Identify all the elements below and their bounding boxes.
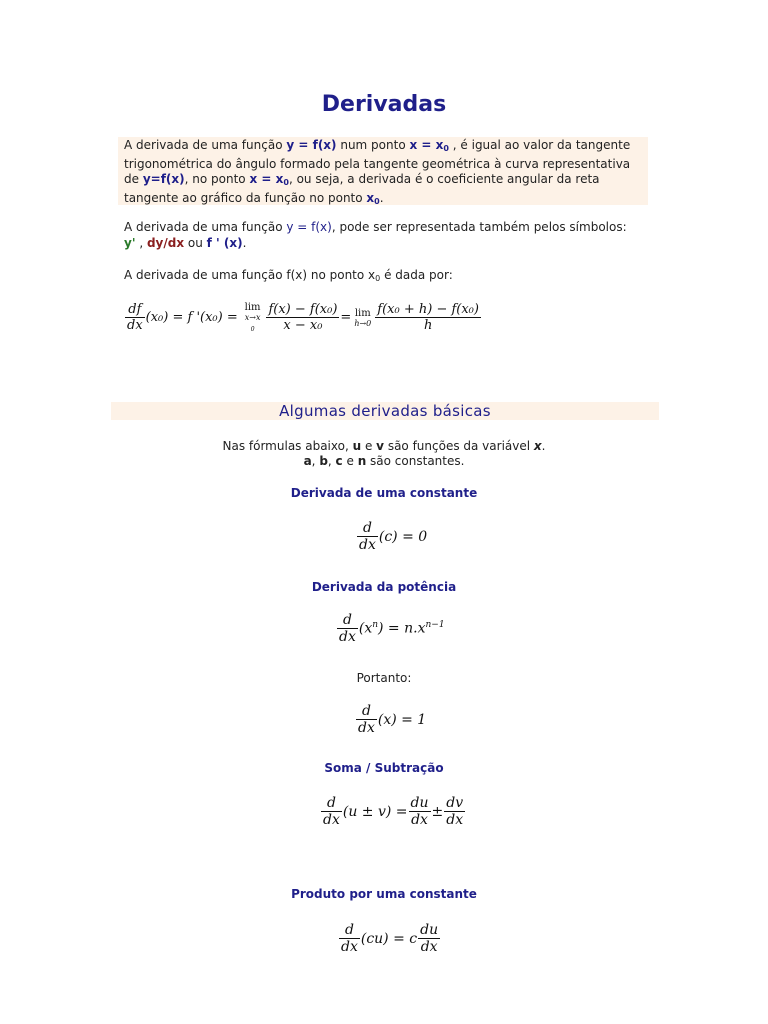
equation-identity: $\frac{d}{dx}$ (x) = 1 [358, 703, 427, 736]
symbols-function: y = f(x) [286, 220, 332, 234]
equation-constant: $\frac{d}{dx}$ (c) = 0 [359, 520, 428, 553]
equation-power: $\frac{d}{dx}$ $(x^n) = n.x^{n-1}$ [339, 612, 445, 645]
limit-fraction-1: $\frac{\text{f(x) − f(x₀)}}{\text{x − x₀}}$ [268, 302, 338, 333]
therefore-label: Portanto: [356, 671, 412, 685]
section-header-basic-derivatives: Algumas derivadas básicas [111, 402, 659, 420]
symbols-paragraph: A derivada de uma função y = f(x), pode ser representada também pelos símbolos: y' , dy/dx ou f ' (x). [124, 220, 627, 250]
intro-text-2: num ponto [336, 138, 410, 152]
notes-line-1: Nas fórmulas abaixo, u e v são funções da variável x. [222, 439, 546, 453]
intro-key-2: $x = x_0$ [409, 138, 449, 153]
symbol-f-prime: f ' (x) [206, 235, 243, 250]
heading-constant-derivative: Derivada de uma constante [290, 486, 478, 500]
equation-part-1: (x₀) = f '(x₀) = [145, 310, 238, 325]
intro-key-1: y = f(x) [286, 138, 337, 152]
df-dx-fraction: $\frac{df}{dx}$ [127, 302, 143, 333]
intro-text-3: , é igual ao valor da tangente trigonométrica do ângulo formado pela tangente geométrica à curva representativa de [124, 138, 631, 187]
heading-power-derivative: Derivada da potência [311, 580, 457, 594]
heading-product-constant: Produto por uma constante [291, 887, 477, 901]
limit-2: lim h→0 [354, 307, 372, 328]
definition-equation: $\frac{df}{dx}$ (x₀) = f '(x₀) = lim x→x $_0$ $\frac{\text{f(x) − f(x₀)}}{\text{x − x₀}}$ = lim h→0 $\frac{\text{f(x₀ + h) − f(x₀)}}{h}$ [127, 302, 479, 333]
intro-key-4: $x = x_0$ [249, 172, 289, 188]
page-title: Derivadas [321, 92, 447, 117]
given-paragraph: A derivada de uma função f(x) no ponto $x_0$ é dada por: [124, 268, 453, 283]
symbol-y-prime: y' [124, 235, 136, 250]
intro-text-5: , ou seja, a derivada é o coeficiente angular da reta tangente ao gráfico da função no ponto [124, 172, 600, 205]
equation-sum: $\frac{d}{dx}$ (u ± v) = $\frac{du}{dx}$ ± $\frac{dv}{dx}$ [323, 795, 464, 828]
limit-1: lim x→x $_0$ [244, 302, 261, 333]
symbol-dy-dx: dy/dx [146, 235, 185, 250]
intro-text-1: A derivada de uma função [124, 138, 287, 152]
intro-key-5: $x_0$ [366, 190, 380, 206]
equation-product: $\frac{d}{dx}$ (cu) = c $\frac{du}{dx}$ [341, 922, 439, 955]
intro-text-4: , no ponto [184, 172, 250, 187]
intro-key-3: y=f(x) [142, 172, 185, 187]
intro-box: A derivada de uma função y = f(x) num ponto $x = x_0$ , é igual ao valor da tangente trigonométrica do ângulo formado pela tangente geométrica à curva representativa de y=f(x), no ponto $x = x_0$, ou seja, a derivada é o coeficiente angular da reta tangente ao gráfico da função no ponto $x_0$. [118, 137, 648, 205]
notes-line-2: a, b, c e n são constantes. [303, 454, 465, 468]
heading-sum-subtraction: Soma / Subtração [324, 761, 444, 775]
limit-fraction-2: $\frac{\text{f(x₀ + h) − f(x₀)}}{h}$ [377, 302, 479, 333]
